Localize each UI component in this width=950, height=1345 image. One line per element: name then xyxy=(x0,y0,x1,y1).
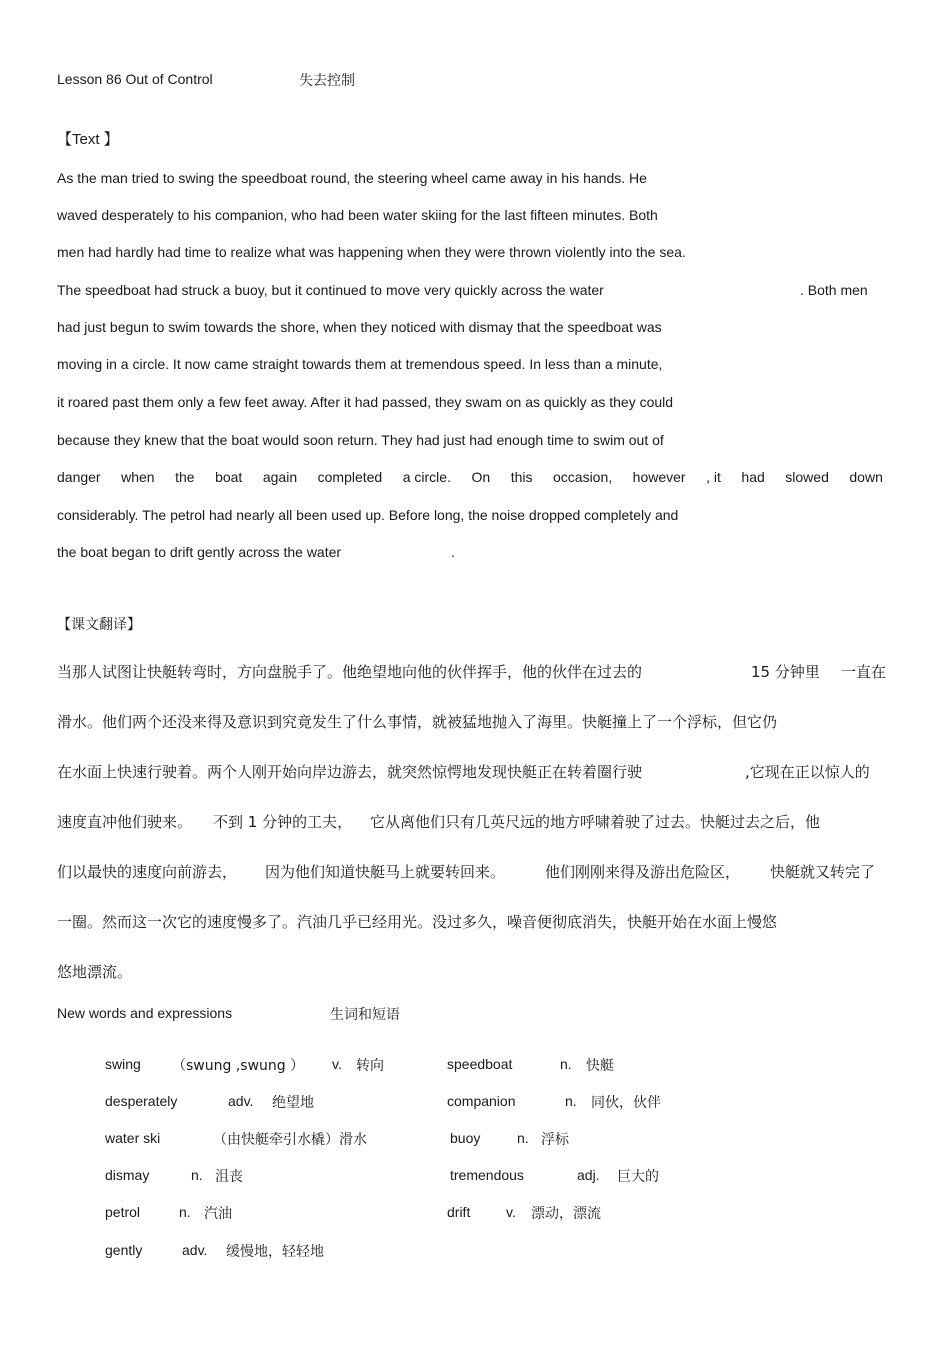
vocab-pos: v. xyxy=(506,1204,516,1220)
translation-segment: 它从离他们只有几英尺远的地方呼啸着驶了过去。快艇过去之后，他 xyxy=(370,813,821,831)
translation-line-5: 们以最快的速度向前游去， xyxy=(57,863,238,881)
translation-segment: 因为他们知道快艇马上就要转回来。 xyxy=(265,863,506,881)
vocab-pos: n. xyxy=(565,1093,577,1109)
vocab-word: desperately xyxy=(105,1093,178,1109)
translation-line-2: 滑水。他们两个还没来得及意识到究竟发生了什么事情，就被猛地抛入了海里。快艇撞上了一个浮标，但它仍 xyxy=(57,713,778,731)
word: when xyxy=(121,469,155,485)
vocab-meaning: 同伙，伙伴 xyxy=(591,1095,661,1111)
vocab-word: speedboat xyxy=(447,1056,513,1072)
text-line-7: it roared past them only a few feet away. After it had passed, they swam on as quickly as they could xyxy=(57,394,674,410)
vocab-word: water ski xyxy=(105,1130,161,1146)
text-line-4-end: . Both men xyxy=(800,282,868,298)
vocab-word: petrol xyxy=(105,1204,141,1220)
lesson-title-zh: 失去控制 xyxy=(299,73,355,89)
vocab-meaning: 沮丧 xyxy=(215,1169,243,1185)
text-line-1: As the man tried to swing the speedboat round, the steering wheel came away in his hands. He xyxy=(57,170,647,186)
word: down xyxy=(849,469,883,485)
text-line-11: the boat began to drift gently across the water xyxy=(57,544,342,560)
text-line-3: men had hardly had time to realize what was happening when they were thrown violently into the sea. xyxy=(57,244,686,260)
translation-segment: 一直在 xyxy=(841,663,887,681)
word: , it xyxy=(706,469,721,485)
vocab-pos: n. xyxy=(179,1204,191,1220)
vocab-pos: n. xyxy=(517,1130,529,1146)
word: danger xyxy=(57,469,101,485)
translation-line-6: 一圈。然而这一次它的速度慢多了。汽油几乎已经用光。没过多久，噪音便彻底消失，快艇开始在水面上慢悠 xyxy=(57,913,778,931)
vocab-meaning: 转向 xyxy=(356,1058,384,1074)
vocab-meaning: 快艇 xyxy=(586,1058,614,1074)
vocab-word: dismay xyxy=(105,1167,150,1183)
text-line-5: had just begun to swim towards the shore, when they noticed with dismay that the speedboat was xyxy=(57,319,662,335)
word: boat xyxy=(215,469,243,485)
translation-segment: 15 分钟里 xyxy=(751,663,820,681)
vocab-meaning: 浮标 xyxy=(541,1132,569,1148)
word: completed xyxy=(317,469,383,485)
vocab-meaning: 绝望地 xyxy=(272,1095,314,1111)
text-heading: 【Text 】 xyxy=(57,131,119,148)
vocab-word: companion xyxy=(447,1093,516,1109)
vocab-pos: n. xyxy=(191,1167,203,1183)
text-line-10: considerably. The petrol had nearly all been used up. Before long, the noise dropped completely and xyxy=(57,507,679,523)
vocab-meaning: （由快艇牵引水橇）滑水 xyxy=(213,1132,367,1148)
text-line-8: because they knew that the boat would soon return. They had just had enough time to swim out of xyxy=(57,432,664,448)
vocab-pos: n. xyxy=(560,1056,572,1072)
vocab-pos: v. xyxy=(332,1056,342,1072)
translation-line-4: 速度直冲他们驶来。 xyxy=(57,813,193,831)
translation-segment: ,它现在正以惊人的 xyxy=(745,763,870,781)
vocab-pos: adj. xyxy=(577,1167,600,1183)
vocab-word: drift xyxy=(447,1204,471,1220)
translation-segment: 快艇就又转完了 xyxy=(770,863,876,881)
word: the xyxy=(175,469,195,485)
vocab-meaning: 缓慢地，轻轻地 xyxy=(226,1244,324,1260)
vocab-meaning: 漂动，漂流 xyxy=(531,1206,601,1222)
translation-segment: 他们刚刚来得及游出危险区， xyxy=(545,863,741,881)
word: On xyxy=(471,469,491,485)
vocab-word: buoy xyxy=(450,1130,481,1146)
vocab-word: gently xyxy=(105,1242,143,1258)
vocab-meaning: 巨大的 xyxy=(617,1169,659,1185)
vocab-heading-zh: 生词和短语 xyxy=(330,1007,400,1023)
word: a circle. xyxy=(402,469,451,485)
lesson-title: Lesson 86 Out of Control xyxy=(57,71,213,87)
translation-segment: 不到 1 分钟的工夫， xyxy=(213,813,353,831)
vocab-extra: （swung ,swung ） xyxy=(172,1058,305,1074)
translation-line-1 xyxy=(57,661,642,682)
text-line-11-end: . xyxy=(451,544,455,560)
translation-heading: 【课文翻译】 xyxy=(57,617,141,633)
translation-segment: 当那人试图让快艇转弯时，方向盘脱手了。他绝望地向他的伙伴挥手，他的伙伴在过去的 xyxy=(57,663,643,681)
vocab-pos: adv. xyxy=(228,1093,254,1109)
text-line-2: waved desperately to his companion, who had been water skiing for the last fifteen minutes. Both xyxy=(57,207,658,223)
vocab-word: tremendous xyxy=(450,1167,524,1183)
vocab-word: swing xyxy=(105,1056,141,1072)
word: occasion, xyxy=(553,469,613,485)
word: slowed xyxy=(785,469,829,485)
vocab-pos: adv. xyxy=(182,1242,208,1258)
vocab-meaning: 汽油 xyxy=(204,1206,232,1222)
word: again xyxy=(262,469,298,485)
vocab-heading: New words and expressions xyxy=(57,1005,233,1021)
word: however xyxy=(632,469,686,485)
text-line-6: moving in a circle. It now came straight towards them at tremendous speed. In less than a minute, xyxy=(57,356,663,372)
word: this xyxy=(510,469,533,485)
text-line-9 xyxy=(57,469,883,485)
translation-line-3: 在水面上快速行驶着。两个人刚开始向岸边游去，就突然惊愕地发现快艇正在转着圈行驶 xyxy=(57,763,643,781)
translation-line-7: 悠地漂流。 xyxy=(57,963,133,981)
word: had xyxy=(741,469,765,485)
text-line-4: The speedboat had struck a buoy, but it continued to move very quickly across the water xyxy=(57,282,604,298)
